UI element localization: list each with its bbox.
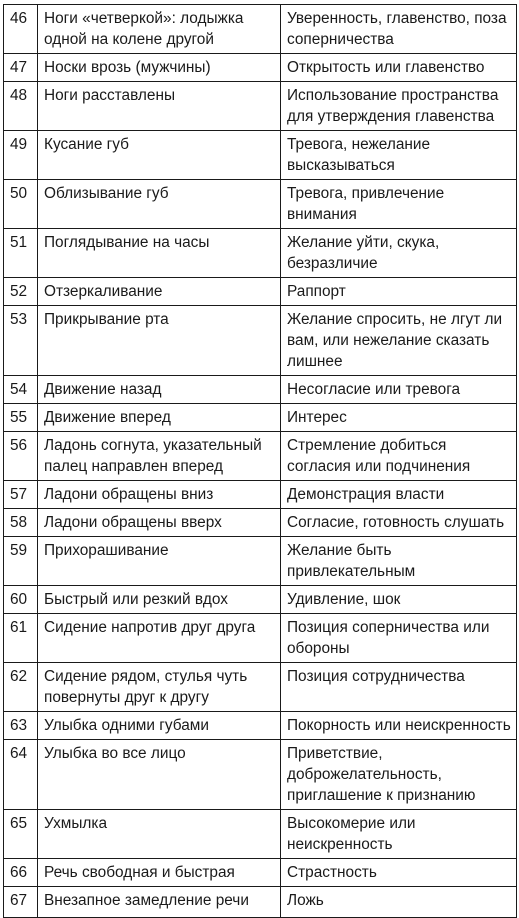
row-number: 54 <box>4 376 38 404</box>
table-row <box>4 810 517 859</box>
row-number: 47 <box>4 54 38 82</box>
meaning-cell: Приветствие, доброжелательность, приглашение к признанию <box>281 740 517 810</box>
table-row <box>4 306 517 376</box>
row-number: 50 <box>4 180 38 229</box>
signal-cell: Быстрый или резкий вдох <box>38 586 281 614</box>
signal-cell: Ладони обращены вниз <box>38 481 281 509</box>
signal-cell: Улыбка одними губами <box>38 712 281 740</box>
signal-cell: Прихорашивание <box>38 537 281 586</box>
table-row <box>4 82 517 131</box>
meaning-cell: Открытость или главенство <box>281 54 517 82</box>
meaning-cell: Демонстрация власти <box>281 481 517 509</box>
row-number: 63 <box>4 712 38 740</box>
table-row <box>4 740 517 810</box>
table-row <box>4 663 517 712</box>
row-number: 53 <box>4 306 38 376</box>
row-number: 55 <box>4 404 38 432</box>
signal-cell: Кусание губ <box>38 131 281 180</box>
meaning-cell: Желание уйти, скука, безразличие <box>281 229 517 278</box>
row-number: 52 <box>4 278 38 306</box>
meaning-cell: Уверенность, главенство, поза соперничества <box>281 5 517 54</box>
meaning-cell: Позиция соперничества или обороны <box>281 614 517 663</box>
body-language-table <box>3 4 517 918</box>
table-row <box>4 481 517 509</box>
meaning-cell: Тревога, привлечение внимания <box>281 180 517 229</box>
signal-cell: Ноги расставлены <box>38 82 281 131</box>
row-number: 58 <box>4 509 38 537</box>
table-row <box>4 712 517 740</box>
table-row <box>4 614 517 663</box>
meaning-cell: Ложь <box>281 887 517 918</box>
table-row <box>4 54 517 82</box>
signal-cell: Сидение рядом, стулья чуть повернуты друг к другу <box>38 663 281 712</box>
row-number: 67 <box>4 887 38 918</box>
table-row <box>4 376 517 404</box>
row-number: 48 <box>4 82 38 131</box>
signal-cell: Движение назад <box>38 376 281 404</box>
signal-cell: Облизывание губ <box>38 180 281 229</box>
table-row <box>4 432 517 481</box>
meaning-cell: Несогласие или тревога <box>281 376 517 404</box>
meaning-cell: Покорность или неискренность <box>281 712 517 740</box>
table-row <box>4 278 517 306</box>
signal-cell: Сидение напротив друг друга <box>38 614 281 663</box>
meaning-cell: Согласие, готовность слушать <box>281 509 517 537</box>
meaning-cell: Позиция сотрудничества <box>281 663 517 712</box>
table-row <box>4 509 517 537</box>
meaning-cell: Страстность <box>281 859 517 887</box>
meaning-cell: Стремление добиться согласия или подчинения <box>281 432 517 481</box>
row-number: 65 <box>4 810 38 859</box>
signal-cell: Речь свободная и быстрая <box>38 859 281 887</box>
signal-cell: Движение вперед <box>38 404 281 432</box>
signal-cell: Ухмылка <box>38 810 281 859</box>
meaning-cell: Раппорт <box>281 278 517 306</box>
row-number: 46 <box>4 5 38 54</box>
row-number: 60 <box>4 586 38 614</box>
table-row <box>4 586 517 614</box>
row-number: 51 <box>4 229 38 278</box>
row-number: 64 <box>4 740 38 810</box>
signal-cell: Поглядывание на часы <box>38 229 281 278</box>
signal-cell: Внезапное замедление речи <box>38 887 281 918</box>
table-row <box>4 5 517 54</box>
meaning-cell: Удивление, шок <box>281 586 517 614</box>
table-row <box>4 537 517 586</box>
row-number: 66 <box>4 859 38 887</box>
meaning-cell: Использование пространства для утверждения главенства <box>281 82 517 131</box>
row-number: 62 <box>4 663 38 712</box>
row-number: 49 <box>4 131 38 180</box>
meaning-cell: Высокомерие или неискренность <box>281 810 517 859</box>
meaning-cell: Интерес <box>281 404 517 432</box>
signal-cell: Ладонь согнута, указательный палец направлен вперед <box>38 432 281 481</box>
signal-cell: Прикрывание рта <box>38 306 281 376</box>
row-number: 57 <box>4 481 38 509</box>
signal-cell: Ладони обращены вверх <box>38 509 281 537</box>
signal-cell: Носки врозь (мужчины) <box>38 54 281 82</box>
row-number: 56 <box>4 432 38 481</box>
table-row <box>4 180 517 229</box>
signal-cell: Ноги «четверкой»: лодыжка одной на колене другой <box>38 5 281 54</box>
table-row <box>4 131 517 180</box>
meaning-cell: Желание спросить, не лгут ли вам, или нежелание сказать лишнее <box>281 306 517 376</box>
table-row <box>4 404 517 432</box>
signal-cell: Улыбка во все лицо <box>38 740 281 810</box>
signal-cell: Отзеркаливание <box>38 278 281 306</box>
meaning-cell: Желание быть привлекательным <box>281 537 517 586</box>
table-body <box>4 5 517 918</box>
row-number: 61 <box>4 614 38 663</box>
meaning-cell: Тревога, нежелание высказываться <box>281 131 517 180</box>
table-row <box>4 887 517 918</box>
table-row <box>4 229 517 278</box>
row-number: 59 <box>4 537 38 586</box>
table-row <box>4 859 517 887</box>
